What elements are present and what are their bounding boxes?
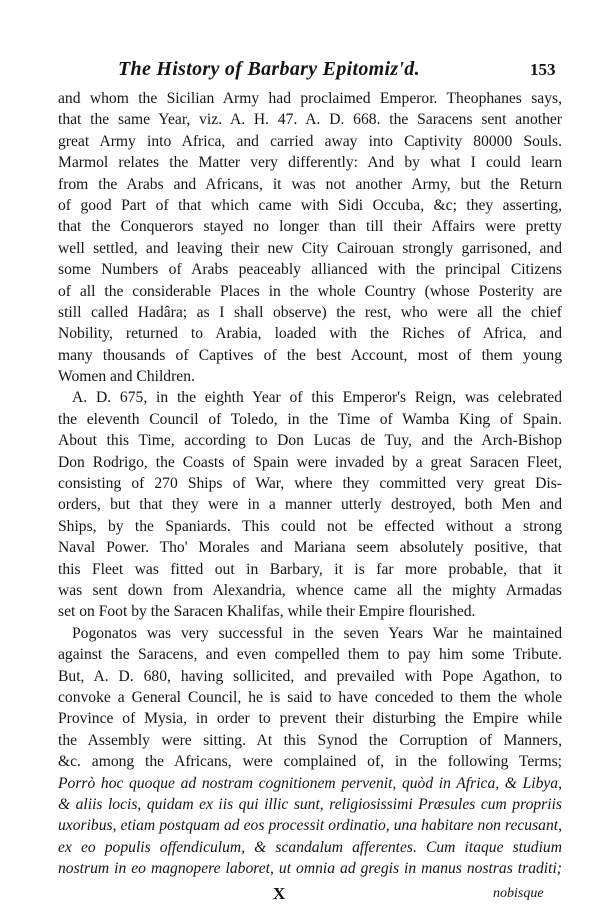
text-line: consisting of 270 Ships of War, where they committed very great Dis- [58,475,562,493]
text-line: &c. among the Africans, were complained of, in the following Terms; [58,753,562,771]
text-line: Nobility, returned to Arabia, loaded with the Riches of Africa, and [58,325,562,343]
text-line: orders, but that they were in a manner utterly destroyed, both Men and [58,496,562,514]
text-line: many thousands of Captives of the best Account, most of them young [58,346,562,364]
text-line: was sent down from Alexandria, whence came all the mighty Armadas [58,581,562,599]
text-line: that the Conquerors stayed no longer than till their Affairs were pretty [58,218,562,236]
latin-line: nostrum in eo magnopere laboret, ut omnia ad gregis in manus nostras traditi; [58,860,562,878]
latin-line: ex eo populis offendiculum, & scandalum afferentes. Cum itaque studium [58,838,562,856]
text-line: convoke a General Council, he is said to have conceded to them the whole [58,688,562,706]
text-line: But, A. D. 680, having sollicited, and prevailed with Pope Agathon, to [58,667,562,685]
latin-line: & aliis locis, quidam ex iis qui illic sunt, religiosissimi Præsules cum propriis [58,795,562,813]
latin-line: uxoribus, etiam postquam ad eos processit ordinatio, una habitare non recusant, [58,817,562,835]
text-line: that the same Year, viz. A. H. 47. A. D. 668. the Saracens sent another [58,111,562,129]
text-line: of good Part of that which came with Sidi Occuba, &c; they asserting, [58,196,562,214]
text-line: About this Time, according to Don Lucas de Tuy, and the Arch-Bishop [58,432,562,450]
catchword: nobisque [493,886,544,901]
text-line: Province of Mysia, in order to prevent their disturbing the Empire while [58,710,562,728]
text-line: Ships, by the Spaniards. This could not be effected without a strong [58,517,562,535]
text-line: well settled, and leaving their new City Cairouan strongly garrisoned, and [58,239,562,257]
latin-line: Porrò hoc quoque ad nostram cognitionem pervenit, quòd in Africa, & Libya, [58,774,562,792]
page-footer [0,884,600,908]
text-line: of all the considerable Places in the whole Country (whose Posterity are [58,282,562,300]
text-line: from the Arabs and Africans, it was not another Army, but the Return [58,175,562,193]
text-line: some Numbers of Arabs peaceably allianced with the principal Citizens [58,261,562,279]
text-line: Pogonatos was very successful in the seven Years War he maintained [72,624,562,642]
text-line: great Army into Africa, and carried away into Captivity 80000 Souls. [58,132,562,150]
text-line: against the Saracens, and even compelled them to pay him some Tribute. [58,646,562,664]
signature-mark: X [273,884,286,903]
text-line: and whom the Sicilian Army had proclaimed Emperor. Theophanes says, [58,90,562,107]
text-line: Marmol relates the Matter very differently: And by what I could learn [58,154,562,172]
text-line: still called Hadâra; as I shall observe) the rest, who were all the chief [58,303,562,321]
running-header [0,58,600,88]
text-line: Women and Children. [58,368,195,386]
body-text [58,88,562,879]
running-title: The History of Barbary Epitomiz'd. [118,58,420,80]
text-line: the eleventh Council of Toledo, in the Time of Wamba King of Spain. [58,410,562,428]
page-number: 153 [530,60,556,79]
text-line: this Fleet was fitted out in Barbary, it is far more probable, that it [58,560,562,578]
text-line: the Assembly were sitting. At this Synod the Corruption of Manners, [58,731,562,749]
text-line: Naval Power. Tho' Morales and Mariana seem absolutely positive, that [58,539,562,557]
text-line: Don Rodrigo, the Coasts of Spain were invaded by a great Saracen Fleet, [58,453,562,471]
text-line: A. D. 675, in the eighth Year of this Emperor's Reign, was celebrated [72,389,562,407]
text-line: set on Foot by the Saracen Khalifas, while their Empire flourished. [58,603,476,621]
